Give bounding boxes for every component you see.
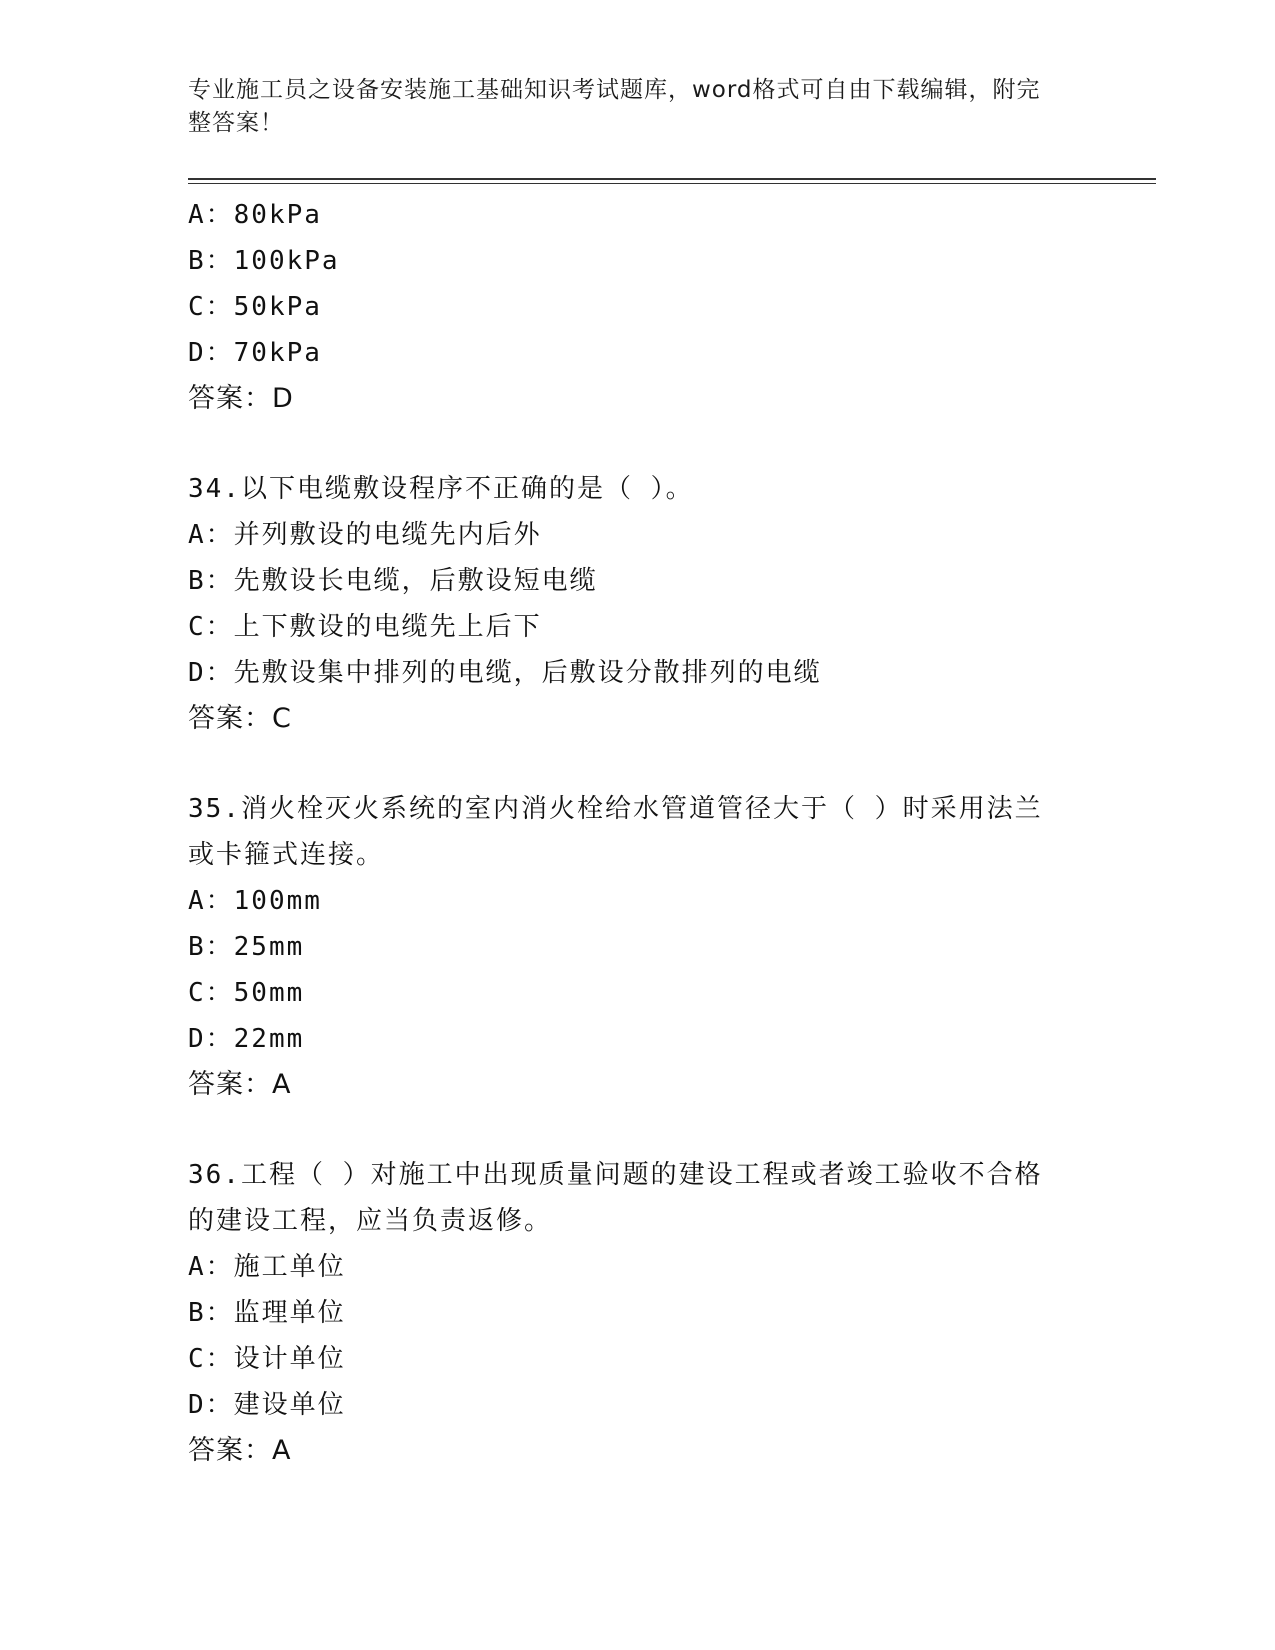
option-b: B：监理单位: [188, 1298, 346, 1328]
question-text-line-2: 或卡箍式连接。: [188, 840, 385, 870]
question-36: [188, 1152, 1088, 1474]
question-text-line-1: 36.工程（ ）对施工中出现质量问题的建设工程或者竣工验收不合格: [188, 1160, 1043, 1190]
question-list: [188, 192, 1088, 1474]
option-a: A：施工单位: [188, 1252, 346, 1282]
option-c: C：设计单位: [188, 1344, 346, 1374]
question-text: 34.以下电缆敷设程序不正确的是（ ）。: [188, 474, 694, 504]
header-divider-thick: [188, 178, 1156, 180]
document-header: [188, 74, 1068, 140]
option-a: A：80kPa: [188, 200, 322, 230]
question-text-line-1: 35.消火栓灭火系统的室内消火栓给水管道管径大于（ ）时采用法兰: [188, 794, 1043, 824]
question-35: [188, 786, 1088, 1108]
answer: 答案：D: [188, 383, 294, 414]
answer: 答案：C: [188, 703, 292, 734]
answer: 答案：A: [188, 1069, 292, 1100]
option-d: D：建设单位: [188, 1390, 346, 1420]
answer: 答案：A: [188, 1435, 292, 1466]
option-c: C：50kPa: [188, 292, 322, 322]
option-b: B：先敷设长电缆，后敷设短电缆: [188, 566, 598, 596]
header-divider-thin: [188, 183, 1156, 184]
option-b: B：25mm: [188, 932, 305, 962]
question-34: [188, 466, 1088, 742]
option-c: C：50mm: [188, 978, 305, 1008]
question-text-line-2: 的建设工程，应当负责返修。: [188, 1206, 553, 1236]
question-33: [188, 192, 1088, 422]
header-line-2: 整答案！: [188, 110, 284, 136]
option-d: D：先敷设集中排列的电缆，后敷设分散排列的电缆: [188, 658, 822, 688]
option-a: A：100mm: [188, 886, 322, 916]
option-c: C：上下敷设的电缆先上后下: [188, 612, 542, 642]
option-d: D：70kPa: [188, 338, 322, 368]
option-b: B：100kPa: [188, 246, 340, 276]
header-line-1: 专业施工员之设备安装施工基础知识考试题库，word格式可自由下载编辑，附完: [188, 77, 1041, 103]
option-d: D：22mm: [188, 1024, 305, 1054]
option-a: A：并列敷设的电缆先内后外: [188, 520, 542, 550]
